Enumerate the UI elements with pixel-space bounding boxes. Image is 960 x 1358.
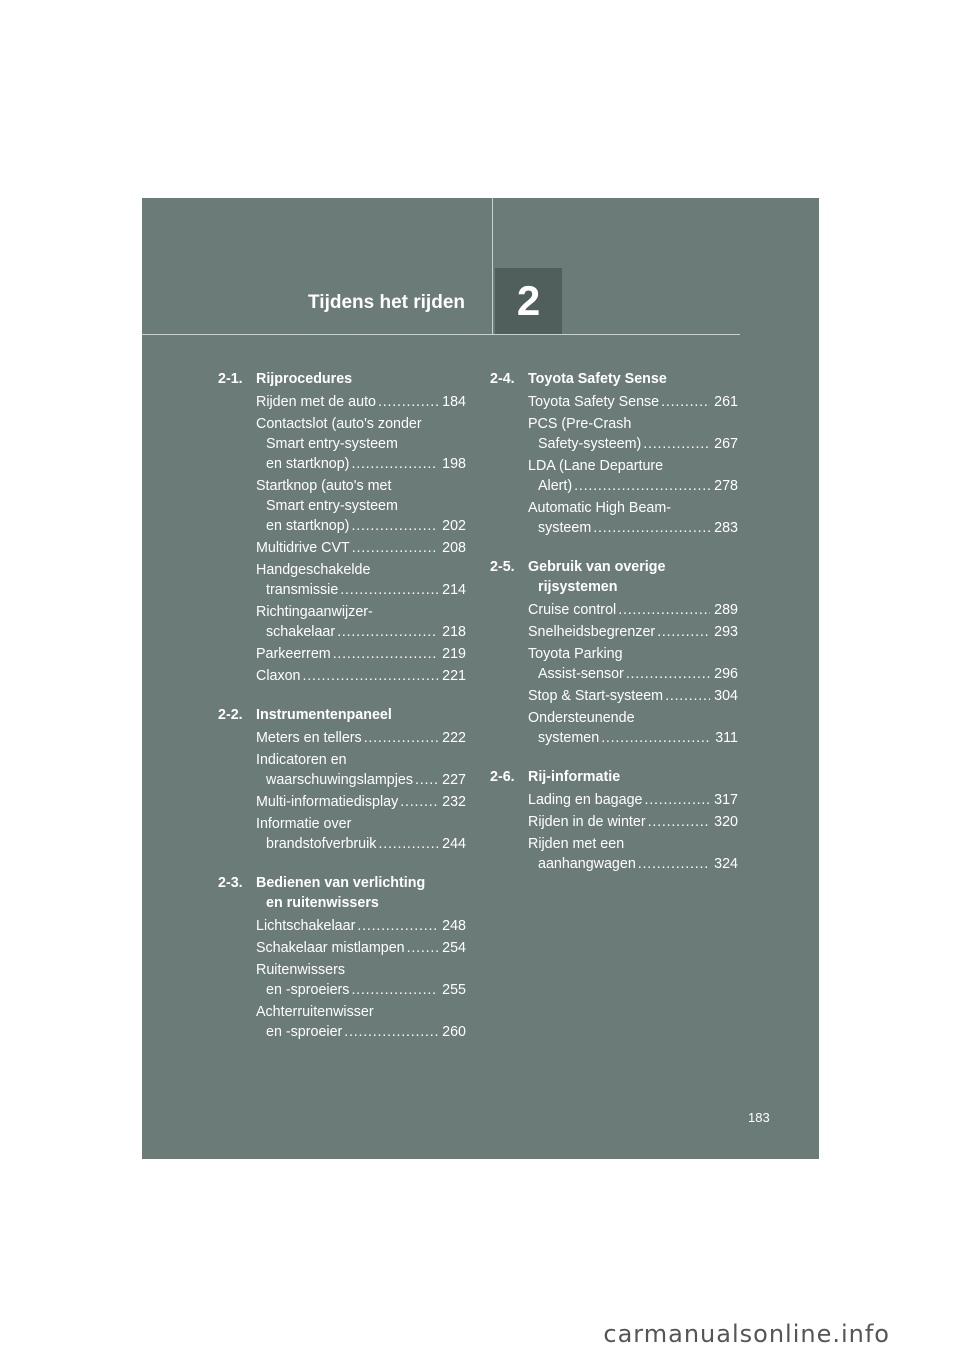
toc-entry[interactable] — [256, 938, 466, 958]
dot-leader — [398, 792, 438, 812]
entry-last-line — [256, 916, 466, 936]
entry-page-number: 255 — [442, 982, 466, 998]
entry-text-line: waarschuwingslampjes — [266, 772, 414, 788]
section-number: 2-2. — [218, 707, 243, 723]
entry-text-line: Achterruitenwisser — [256, 1004, 374, 1020]
section-heading — [490, 369, 738, 389]
header-horizontal-rule — [142, 334, 740, 335]
entry-text-line: Informatie over — [256, 816, 352, 832]
entry-text-line: Toyota Safety Sense — [528, 394, 660, 410]
section-title-continued: en ruitenwissers — [266, 895, 379, 911]
section-number: 2-4. — [490, 371, 515, 387]
section-title: Instrumentenpaneel — [256, 707, 392, 723]
dot-leader — [624, 664, 710, 684]
entry-text-line: Rijden met een — [528, 836, 625, 852]
entry-last-line — [528, 476, 738, 496]
entry-page-number: 244 — [442, 836, 466, 852]
entry-page-number: 198 — [442, 456, 466, 472]
toc-entry[interactable] — [256, 666, 466, 686]
entry-last-line — [528, 622, 738, 642]
entry-last-line — [528, 728, 738, 748]
entry-last-line — [528, 664, 738, 684]
entry-text-line: LDA (Lane Departure — [528, 458, 664, 474]
entry-last-line — [256, 538, 466, 558]
toc-entry[interactable] — [528, 414, 738, 454]
entry-text-line: Alert) — [538, 478, 573, 494]
entry-text-line: aanhangwagen — [538, 856, 636, 872]
entry-text-line: systeem — [538, 520, 592, 536]
entry-text-line: Automatic High Beam- — [528, 500, 672, 516]
entry-last-line — [256, 580, 466, 600]
toc-entry[interactable] — [256, 644, 466, 664]
entry-last-line — [528, 392, 738, 412]
dot-leader — [338, 580, 438, 600]
entry-text-line: Ondersteunende — [528, 710, 635, 726]
toc-section — [218, 873, 466, 1042]
toc-entry[interactable] — [528, 644, 738, 684]
dot-leader — [362, 728, 438, 748]
toc-entry[interactable] — [528, 622, 738, 642]
section-number: 2-3. — [218, 875, 243, 891]
entry-page-number: 293 — [714, 624, 738, 640]
entry-last-line — [528, 518, 738, 538]
toc-entry[interactable] — [256, 750, 466, 790]
dot-leader — [413, 770, 438, 790]
section-title-block — [256, 705, 466, 725]
entry-text-line: en -sproeier — [266, 1024, 343, 1040]
entry-last-line — [528, 686, 738, 706]
dot-leader — [599, 728, 711, 748]
section-number: 2-5. — [490, 559, 515, 575]
entry-last-line — [528, 854, 738, 874]
entry-text-line: en -sproeiers — [266, 982, 350, 998]
toc-entry[interactable] — [256, 916, 466, 936]
page-number: 183 — [748, 1110, 770, 1125]
entry-text-line: Rijden in de winter — [528, 814, 646, 830]
header-vertical-rule — [492, 198, 493, 334]
dot-leader — [349, 980, 438, 1000]
entry-text-line: Toyota Parking — [528, 646, 623, 662]
dot-leader — [646, 812, 711, 832]
section-heading — [218, 705, 466, 725]
section-heading — [490, 557, 738, 597]
dot-leader — [349, 454, 438, 474]
entry-text-line: Claxon — [256, 668, 301, 684]
toc-section — [490, 557, 738, 748]
entry-page-number: 254 — [442, 940, 466, 956]
entry-last-line — [256, 792, 466, 812]
toc-entry[interactable] — [256, 476, 466, 536]
dot-leader — [376, 834, 438, 854]
entry-page-number: 311 — [715, 730, 738, 746]
entry-last-line — [256, 938, 466, 958]
entry-text-line: Rijden met de auto — [256, 394, 377, 410]
entry-text-line: brandstofverbruik — [266, 836, 377, 852]
dot-leader — [331, 644, 438, 664]
toc-entry[interactable] — [528, 812, 738, 832]
section-title-block — [528, 767, 738, 787]
entry-page-number: 296 — [714, 666, 738, 682]
entry-text-line: Assist-sensor — [538, 666, 624, 682]
entry-page-number: 214 — [442, 582, 466, 598]
entry-last-line — [256, 392, 466, 412]
dot-leader — [301, 666, 439, 686]
chapter-title: Tijdens het rijden — [308, 292, 465, 313]
section-heading — [490, 767, 738, 787]
toc-entry[interactable] — [528, 392, 738, 412]
dot-leader — [591, 518, 710, 538]
entry-text-line: Multidrive CVT — [256, 540, 350, 556]
entry-last-line — [256, 666, 466, 686]
entry-last-line — [256, 980, 466, 1000]
toc-entry[interactable] — [256, 560, 466, 600]
entry-text-line: Parkeerrem — [256, 646, 331, 662]
entry-last-line — [256, 454, 466, 474]
entry-page-number: 208 — [442, 540, 466, 556]
entry-page-number: 248 — [442, 918, 466, 934]
entry-page-number: 283 — [714, 520, 738, 536]
entry-text-line: Richtingaanwijzer- — [256, 604, 373, 620]
section-title: Toyota Safety Sense — [528, 371, 667, 387]
dot-leader — [641, 434, 710, 454]
entry-text-line: Startknop (auto's met — [256, 478, 392, 494]
entry-text-line: Lading en bagage — [528, 792, 643, 808]
entry-last-line — [256, 1022, 466, 1042]
toc-entry[interactable] — [256, 960, 466, 1000]
entry-text-line: Snelheidsbegrenzer — [528, 624, 656, 640]
entry-page-number: 202 — [442, 518, 466, 534]
entry-last-line — [528, 434, 738, 454]
entry-text-line: en startknop) — [266, 518, 350, 534]
entry-page-number: 218 — [442, 624, 466, 640]
entry-text-line: Contactslot (auto's zonder — [256, 416, 422, 432]
toc-entry[interactable] — [256, 728, 466, 748]
toc-entry[interactable] — [528, 686, 738, 706]
entry-page-number: 232 — [442, 794, 466, 810]
section-title: Bedienen van verlichting — [256, 875, 426, 891]
dot-leader — [655, 622, 710, 642]
toc-column-left — [218, 369, 466, 1061]
entry-text-line: Schakelaar mistlampen — [256, 940, 405, 956]
dot-leader — [616, 600, 710, 620]
section-title-block — [256, 873, 466, 913]
section-title: Gebruik van overige — [528, 559, 666, 575]
entry-last-line — [256, 834, 466, 854]
dot-leader — [350, 538, 438, 558]
dot-leader — [659, 392, 710, 412]
dot-leader — [572, 476, 710, 496]
entry-page-number: 320 — [714, 814, 738, 830]
entry-text-line: systemen — [538, 730, 600, 746]
entry-page-number: 184 — [442, 394, 466, 410]
toc-entry[interactable] — [256, 792, 466, 812]
watermark: carmanualsonline.info — [603, 1320, 890, 1348]
entry-page-number: 222 — [442, 730, 466, 746]
entry-text-line: schakelaar — [266, 624, 336, 640]
entry-page-number: 227 — [442, 772, 466, 788]
dot-leader — [643, 790, 711, 810]
entry-page-number: 261 — [714, 394, 738, 410]
toc-entry[interactable] — [256, 538, 466, 558]
dot-leader — [355, 916, 438, 936]
toc-entry[interactable] — [528, 456, 738, 496]
toc-entry[interactable] — [256, 392, 466, 412]
dot-leader — [342, 1022, 438, 1042]
dot-leader — [636, 854, 710, 874]
dot-leader — [376, 392, 438, 412]
entry-page-number: 267 — [714, 436, 738, 452]
entry-last-line — [256, 728, 466, 748]
entry-text-line: Smart entry-systeem — [266, 498, 398, 514]
entry-last-line — [256, 644, 466, 664]
toc-entry[interactable] — [528, 834, 738, 874]
toc-entry[interactable] — [256, 414, 466, 474]
section-number: 2-1. — [218, 371, 243, 387]
toc-section — [490, 767, 738, 874]
section-title-continued: rijsystemen — [538, 579, 618, 595]
section-heading — [218, 369, 466, 389]
entry-page-number: 221 — [442, 668, 466, 684]
toc-entry[interactable] — [256, 602, 466, 642]
entry-last-line — [256, 516, 466, 536]
dot-leader — [663, 686, 710, 706]
entry-last-line — [528, 812, 738, 832]
entry-text-line: Cruise control — [528, 602, 617, 618]
toc-column-right — [490, 369, 738, 893]
dot-leader — [349, 516, 438, 536]
section-heading — [218, 873, 466, 913]
section-title: Rij-informatie — [528, 769, 621, 785]
section-title-block — [528, 557, 738, 597]
entry-page-number: 278 — [714, 478, 738, 494]
entry-text-line: en startknop) — [266, 456, 350, 472]
entry-text-line: Ruitenwissers — [256, 962, 345, 978]
entry-text-line: Stop & Start-systeem — [528, 688, 664, 704]
entry-last-line — [256, 770, 466, 790]
toc-section — [218, 369, 466, 686]
toc-entry[interactable] — [528, 708, 738, 748]
entry-page-number: 219 — [442, 646, 466, 662]
entry-text-line: Indicatoren en — [256, 752, 347, 768]
entry-page-number: 304 — [714, 688, 738, 704]
entry-last-line — [528, 790, 738, 810]
entry-text-line: transmissie — [266, 582, 339, 598]
toc-entry[interactable] — [256, 1002, 466, 1042]
entry-text-line: Meters en tellers — [256, 730, 362, 746]
toc-entry[interactable] — [528, 790, 738, 810]
entry-text-line: PCS (Pre-Crash — [528, 416, 632, 432]
section-number: 2-6. — [490, 769, 515, 785]
entry-text-line: Smart entry-systeem — [266, 436, 398, 452]
chapter-number-box — [495, 268, 562, 334]
entry-page-number: 260 — [442, 1024, 466, 1040]
entry-last-line — [528, 600, 738, 620]
toc-section — [218, 705, 466, 854]
toc-entry[interactable] — [528, 600, 738, 620]
entry-last-line — [256, 622, 466, 642]
entry-text-line: Multi-informatiedisplay — [256, 794, 399, 810]
chapter-number: 2 — [516, 277, 541, 324]
section-title-block — [256, 369, 466, 389]
dot-leader — [335, 622, 438, 642]
toc-entry[interactable] — [256, 814, 466, 854]
entry-page-number: 289 — [714, 602, 738, 618]
toc-entry[interactable] — [528, 498, 738, 538]
dot-leader — [405, 938, 439, 958]
entry-page-number: 324 — [714, 856, 738, 872]
section-title: Rijprocedures — [256, 371, 353, 387]
entry-page-number: 317 — [714, 792, 738, 808]
toc-section — [490, 369, 738, 538]
entry-text-line: Lichtschakelaar — [256, 918, 356, 934]
entry-text-line: Handgeschakelde — [256, 562, 371, 578]
entry-text-line: Safety-systeem) — [538, 436, 642, 452]
section-title-block — [528, 369, 738, 389]
